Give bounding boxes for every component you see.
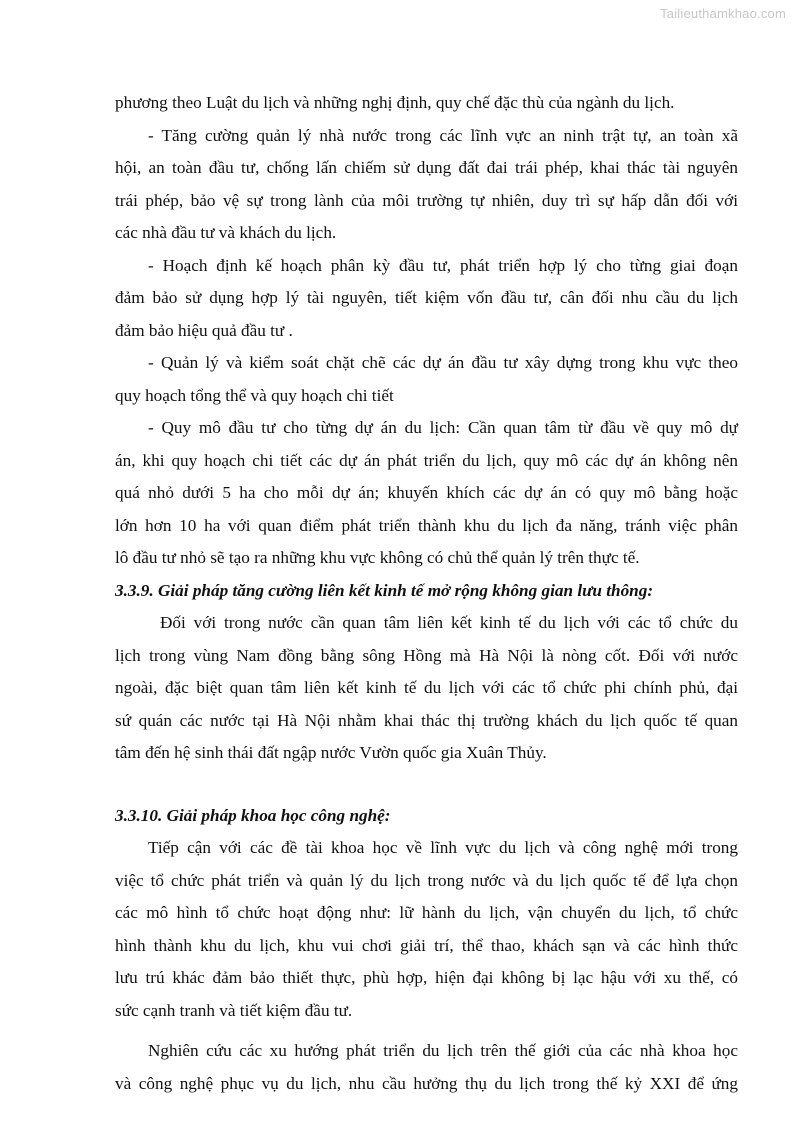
text-line: phương theo Luật du lịch và những nghị định, quy chế đặc thù của ngành du lịch.	[115, 93, 675, 112]
text-line: quy hoạch tổng thể và quy hoạch chi tiết	[115, 385, 394, 405]
text-line: lưu trú khác đảm bảo thiết thực, phù hợp, hiện đại không bị lạc hậu với xu thế, có	[115, 968, 738, 987]
paragraph-science-technology	[115, 832, 738, 1027]
text-line: lịch trong vùng Nam đồng bằng sông Hồng mà Hà Nội là nòng cốt. Đối với nước	[115, 645, 738, 665]
text-line: - Hoạch định kế hoạch phân kỳ đầu tư, phát triển hợp lý cho từng giai đoạn	[148, 255, 738, 275]
watermark: Tailieuthamkhao.com	[660, 6, 786, 21]
text-line: sứ quán các nước tại Hà Nội nhằm khai thác thị trường khách du lịch quốc tế quan	[115, 710, 738, 730]
text-line: Nghiên cứu các xu hướng phát triển du lịch trên thế giới của các nhà khoa học	[148, 1041, 738, 1060]
text-line: án, khi quy hoạch chi tiết các dự án phát triển du lịch, quy mô các dự án không nên	[115, 450, 738, 470]
text-line: các nhà đầu tư và khách du lịch.	[115, 223, 337, 242]
paragraph-investment-planning	[115, 250, 738, 348]
text-line: quá nhỏ dưới 5 ha cho mỗi dự án; khuyến khích các dự án có quy mô bằng hoặc	[115, 483, 738, 502]
paragraph-continuation	[115, 87, 738, 120]
text-line: - Quy mô đầu tư cho từng dự án du lịch: Cần quan tâm từ đầu về quy mô dự	[148, 418, 738, 437]
text-line: lớn hơn 10 ha với quan điểm phát triển thành khu du lịch đa năng, tránh việc phân	[115, 515, 738, 535]
section-heading-3-3-10: 3.3.10. Giải pháp khoa học công nghệ:	[115, 805, 391, 825]
text-line: đảm bảo hiệu quả đầu tư .	[115, 320, 293, 340]
text-line: sức cạnh tranh và tiết kiệm đầu tư.	[115, 1000, 353, 1020]
text-line: và công nghệ phục vụ du lịch, nhu cầu hưởng thụ du lịch trong thế kỷ XXI để ứng	[115, 1073, 738, 1093]
text-line: tâm đến hệ sinh thái đất ngập nước Vườn quốc gia Xuân Thủy.	[115, 743, 547, 762]
spacer	[115, 770, 738, 800]
text-line: trái phép, bảo vệ sự trong lành của môi trường tự nhiên, duy trì sự hấp dẫn đối với	[115, 190, 738, 210]
text-line: Tiếp cận với các đề tài khoa học về lĩnh vực du lịch và công nghệ mới trong	[148, 838, 738, 857]
paragraph-project-control	[115, 347, 738, 412]
spacer	[115, 1027, 738, 1035]
document-body	[115, 87, 738, 1100]
text-line: - Quản lý và kiểm soát chặt chẽ các dự án đầu tư xây dựng trong khu vực theo	[148, 353, 738, 372]
text-line: lô đầu tư nhỏ sẽ tạo ra những khu vực không có chủ thể quản lý trên thực tế.	[115, 548, 640, 567]
text-line: đảm bảo sử dụng hợp lý tài nguyên, tiết kiệm vốn đầu tư, cân đối nhu cầu du lịch	[115, 288, 738, 307]
section-heading-3-3-9: 3.3.9. Giải pháp tăng cường liên kết kinh tế mở rộng không gian lưu thông:	[115, 580, 654, 600]
paragraph-state-management	[115, 120, 738, 250]
text-line: các mô hình tổ chức hoạt động như: lữ hành du lịch, vận chuyển du lịch, tổ chức	[115, 903, 738, 922]
paragraph-research-trends	[115, 1035, 738, 1100]
paragraph-investment-scale	[115, 412, 738, 575]
text-line: ngoài, đặc biệt quan tâm liên kết kinh tế du lịch với các tổ chức phi chính phủ, đại	[115, 678, 738, 697]
paragraph-economic-linkage	[115, 607, 738, 770]
text-line: - Tăng cường quản lý nhà nước trong các lĩnh vực an ninh trật tự, an toàn xã	[148, 125, 738, 145]
text-line: Đối với trong nước cần quan tâm liên kết kinh tế du lịch với các tổ chức du	[160, 613, 738, 632]
text-line: việc tổ chức phát triển và quản lý du lịch trong nước và du lịch quốc tế để lựa chọn	[115, 870, 738, 890]
text-line: hội, an toàn đầu tư, chống lấn chiếm sử dụng đất đai trái phép, khai thác tài nguyên	[115, 158, 738, 177]
text-line: hình thành khu du lịch, khu vui chơi giải trí, thể thao, khách sạn và các hình thức	[115, 935, 738, 955]
